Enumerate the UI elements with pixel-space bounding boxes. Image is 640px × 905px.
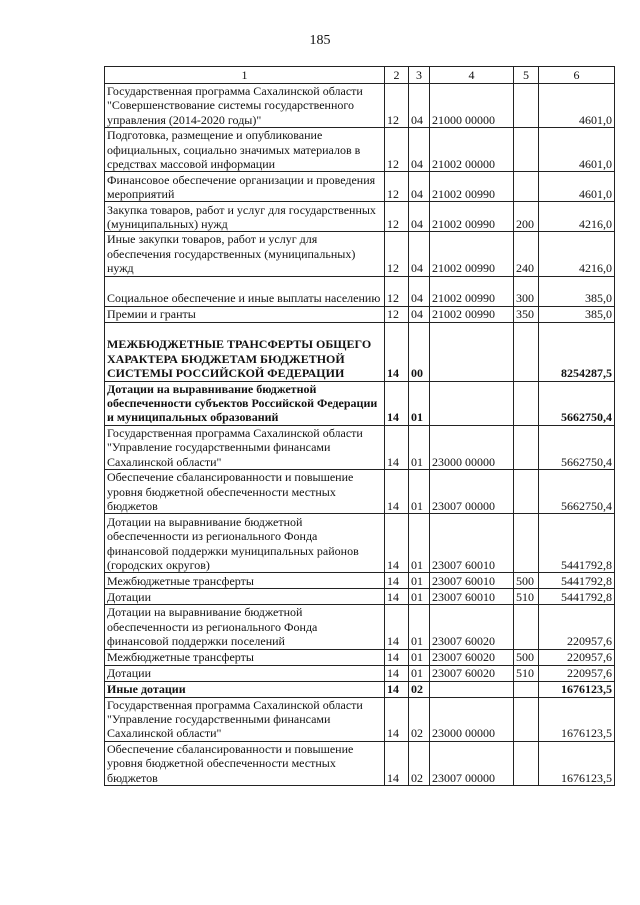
row-amount: 1676123,5 <box>539 681 615 697</box>
row-amount: 4216,0 <box>539 232 615 276</box>
row-name: Финансовое обеспечение организации и проведения мероприятий <box>105 172 385 202</box>
col-header-amount: 6 <box>539 67 615 84</box>
row-target-code: 23007 60020 <box>430 665 514 681</box>
row-subsection: 02 <box>409 697 430 741</box>
col-header-subsection: 3 <box>409 67 430 84</box>
row-subsection: 04 <box>409 84 430 128</box>
row-section: 14 <box>385 381 409 425</box>
row-expense-type <box>514 605 539 649</box>
row-subsection: 04 <box>409 232 430 276</box>
row-amount: 4601,0 <box>539 84 615 128</box>
table-row <box>105 232 615 276</box>
row-expense-type: 510 <box>514 589 539 605</box>
row-expense-type <box>514 425 539 469</box>
row-expense-type: 300 <box>514 276 539 306</box>
row-amount: 1676123,5 <box>539 697 615 741</box>
row-target-code: 23007 00000 <box>430 741 514 785</box>
table-row <box>105 276 615 306</box>
row-subsection: 01 <box>409 381 430 425</box>
row-name: Дотации на выравнивание бюджетной обеспеченности из регионального Фонда финансовой поддержки поселений <box>105 605 385 649</box>
row-expense-type <box>514 172 539 202</box>
row-expense-type: 200 <box>514 202 539 232</box>
row-subsection: 01 <box>409 589 430 605</box>
row-expense-type <box>514 84 539 128</box>
row-section: 12 <box>385 232 409 276</box>
row-subsection: 04 <box>409 276 430 306</box>
row-section: 14 <box>385 605 409 649</box>
row-subsection: 02 <box>409 741 430 785</box>
row-expense-type: 500 <box>514 573 539 589</box>
row-amount: 4216,0 <box>539 202 615 232</box>
page-number: 185 <box>309 33 331 48</box>
row-section: 14 <box>385 741 409 785</box>
row-amount: 220957,6 <box>539 605 615 649</box>
row-name: Межбюджетные трансферты <box>105 573 385 589</box>
row-subsection: 04 <box>409 306 430 322</box>
table-row <box>105 425 615 469</box>
row-target-code: 23000 00000 <box>430 697 514 741</box>
row-expense-type <box>514 681 539 697</box>
row-subsection: 01 <box>409 425 430 469</box>
row-subsection: 01 <box>409 573 430 589</box>
row-expense-type <box>514 381 539 425</box>
row-section: 14 <box>385 322 409 381</box>
row-amount: 8254287,5 <box>539 322 615 381</box>
row-name: Дотации на выравнивание бюджетной обеспеченности субъектов Российской Федерации и муниципальных образований <box>105 381 385 425</box>
row-amount: 220957,6 <box>539 649 615 665</box>
row-section: 14 <box>385 589 409 605</box>
row-expense-type: 500 <box>514 649 539 665</box>
col-header-section: 2 <box>385 67 409 84</box>
row-target-code: 21000 00000 <box>430 84 514 128</box>
table-row <box>105 741 615 785</box>
row-target-code: 23007 60010 <box>430 573 514 589</box>
row-amount: 385,0 <box>539 276 615 306</box>
table-row <box>105 573 615 589</box>
table-row <box>105 470 615 514</box>
row-section: 14 <box>385 470 409 514</box>
row-target-code: 23007 60010 <box>430 589 514 605</box>
row-target-code <box>430 322 514 381</box>
row-name: Обеспечение сбалансированности и повышение уровня бюджетной обеспеченности местных бюджетов <box>105 470 385 514</box>
row-target-code <box>430 681 514 697</box>
row-target-code: 23007 60020 <box>430 605 514 649</box>
row-subsection: 01 <box>409 649 430 665</box>
table-body <box>105 84 615 786</box>
row-name: Обеспечение сбалансированности и повышение уровня бюджетной обеспеченности местных бюджетов <box>105 741 385 785</box>
col-header-target-code: 4 <box>430 67 514 84</box>
row-name: Иные дотации <box>105 681 385 697</box>
row-subsection: 01 <box>409 470 430 514</box>
row-section: 14 <box>385 425 409 469</box>
row-section: 12 <box>385 276 409 306</box>
row-amount: 5441792,8 <box>539 514 615 573</box>
row-amount: 1676123,5 <box>539 741 615 785</box>
row-name: Премии и гранты <box>105 306 385 322</box>
row-subsection: 02 <box>409 681 430 697</box>
col-header-expense-type: 5 <box>514 67 539 84</box>
row-name: Закупка товаров, работ и услуг для государственных (муниципальных) нужд <box>105 202 385 232</box>
row-amount: 4601,0 <box>539 128 615 172</box>
row-name: Государственная программа Сахалинской области "Управление государственными финансами Сахалинской области" <box>105 425 385 469</box>
row-target-code: 21002 00990 <box>430 172 514 202</box>
col-header-name: 1 <box>105 67 385 84</box>
row-name: Иные закупки товаров, работ и услуг для обеспечения государственных (муниципальных) нужд <box>105 232 385 276</box>
row-target-code: 23007 60020 <box>430 649 514 665</box>
row-subsection: 04 <box>409 202 430 232</box>
row-target-code: 21002 00000 <box>430 128 514 172</box>
row-section: 12 <box>385 172 409 202</box>
row-name: Подготовка, размещение и опубликование официальных, социально значимых материалов в средствах массовой информации <box>105 128 385 172</box>
row-section: 12 <box>385 306 409 322</box>
row-expense-type <box>514 470 539 514</box>
row-name: Социальное обеспечение и иные выплаты населению <box>105 276 385 306</box>
row-amount: 385,0 <box>539 306 615 322</box>
row-section: 14 <box>385 649 409 665</box>
row-section: 12 <box>385 84 409 128</box>
row-subsection: 04 <box>409 128 430 172</box>
row-subsection: 01 <box>409 605 430 649</box>
row-subsection: 00 <box>409 322 430 381</box>
budget-table <box>104 66 615 786</box>
row-target-code: 21002 00990 <box>430 202 514 232</box>
row-amount: 4601,0 <box>539 172 615 202</box>
row-name: МЕЖБЮДЖЕТНЫЕ ТРАНСФЕРТЫ ОБЩЕГО ХАРАКТЕРА БЮДЖЕТАМ БЮДЖЕТНОЙ СИСТЕМЫ РОССИЙСКОЙ ФЕДЕРАЦИИ <box>105 322 385 381</box>
row-subsection: 01 <box>409 514 430 573</box>
row-section: 14 <box>385 681 409 697</box>
row-expense-type <box>514 514 539 573</box>
row-amount: 5662750,4 <box>539 470 615 514</box>
row-name: Дотации <box>105 589 385 605</box>
row-target-code: 23000 00000 <box>430 425 514 469</box>
table-row <box>105 322 615 381</box>
row-section: 14 <box>385 573 409 589</box>
table-row <box>105 381 615 425</box>
row-amount: 220957,6 <box>539 665 615 681</box>
row-expense-type <box>514 697 539 741</box>
row-amount: 5441792,8 <box>539 573 615 589</box>
table-row <box>105 589 615 605</box>
row-expense-type <box>514 741 539 785</box>
table-row <box>105 514 615 573</box>
row-amount: 5662750,4 <box>539 425 615 469</box>
row-target-code: 21002 00990 <box>430 276 514 306</box>
table-row <box>105 306 615 322</box>
table-row <box>105 665 615 681</box>
row-target-code <box>430 381 514 425</box>
row-section: 14 <box>385 665 409 681</box>
header-row <box>105 67 615 84</box>
table-row <box>105 681 615 697</box>
table-row <box>105 605 615 649</box>
row-expense-type: 510 <box>514 665 539 681</box>
row-amount: 5662750,4 <box>539 381 615 425</box>
row-expense-type <box>514 128 539 172</box>
row-expense-type: 240 <box>514 232 539 276</box>
row-subsection: 04 <box>409 172 430 202</box>
row-section: 14 <box>385 514 409 573</box>
row-section: 12 <box>385 128 409 172</box>
table-row <box>105 649 615 665</box>
row-target-code: 23007 00000 <box>430 470 514 514</box>
table-row <box>105 697 615 741</box>
table-row <box>105 128 615 172</box>
row-name: Государственная программа Сахалинской области "Совершенствование системы государственного управления (2014-2020 годы)" <box>105 84 385 128</box>
row-amount: 5441792,8 <box>539 589 615 605</box>
row-section: 14 <box>385 697 409 741</box>
row-expense-type: 350 <box>514 306 539 322</box>
table-row <box>105 202 615 232</box>
row-subsection: 01 <box>409 665 430 681</box>
row-name: Дотации <box>105 665 385 681</box>
row-name: Межбюджетные трансферты <box>105 649 385 665</box>
row-target-code: 23007 60010 <box>430 514 514 573</box>
row-name: Дотации на выравнивание бюджетной обеспеченности из регионального Фонда финансовой поддержки муниципальных районов (городских округов) <box>105 514 385 573</box>
row-section: 12 <box>385 202 409 232</box>
row-target-code: 21002 00990 <box>430 232 514 276</box>
table-row <box>105 84 615 128</box>
row-expense-type <box>514 322 539 381</box>
row-target-code: 21002 00990 <box>430 306 514 322</box>
row-name: Государственная программа Сахалинской области "Управление государственными финансами Сахалинской области" <box>105 697 385 741</box>
table-row <box>105 172 615 202</box>
